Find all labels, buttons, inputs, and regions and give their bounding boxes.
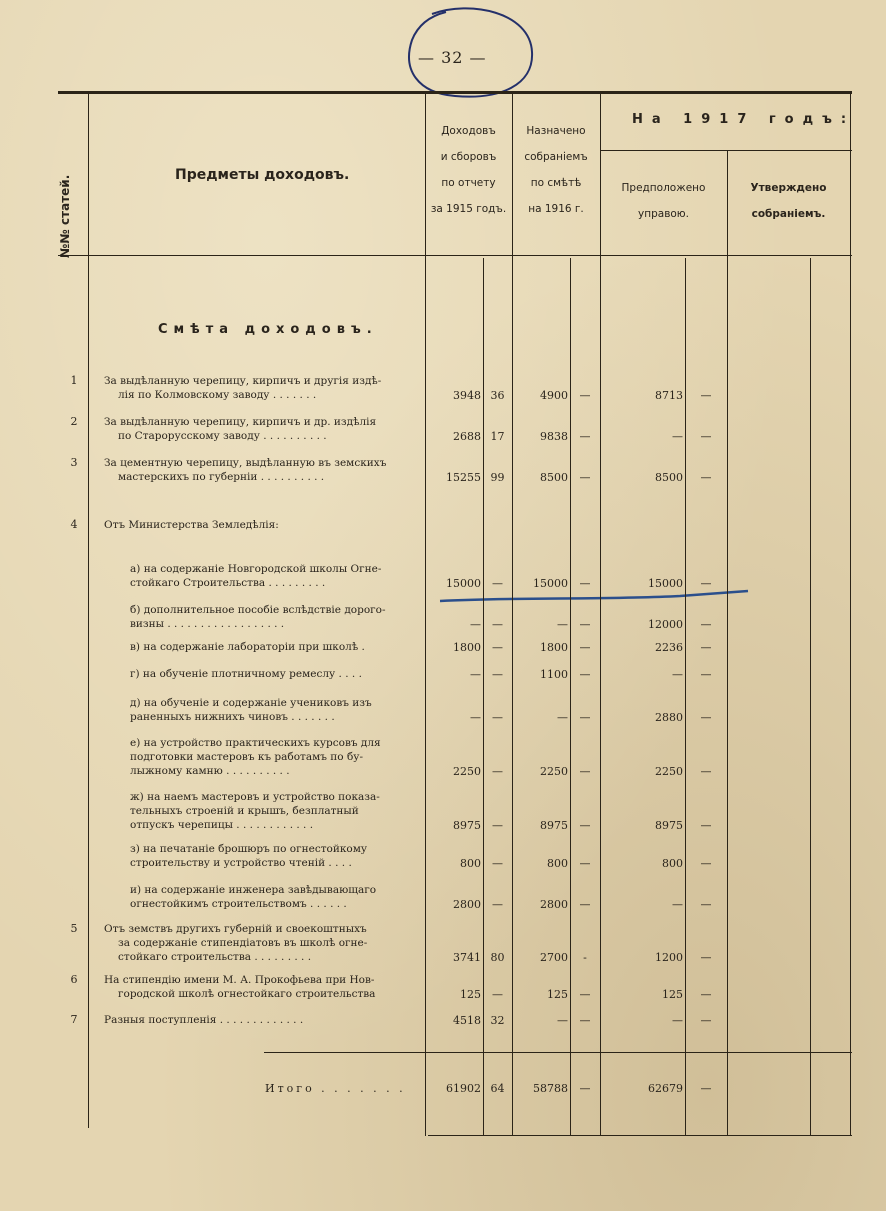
cell-k1915: 80 <box>490 951 505 964</box>
total-1916-kopecks: — <box>579 1082 591 1095</box>
cell-k1917: — <box>700 898 712 911</box>
cell-r1915: 2688 <box>453 430 481 443</box>
cell-k1916: — <box>579 471 591 484</box>
row-description-line: и) на содержаніе инженера завѣдывающаго <box>130 884 377 896</box>
cell-k1917: — <box>700 668 712 681</box>
cell-r1915: 1800 <box>453 641 481 654</box>
cell-r1916: 4900 <box>540 389 568 402</box>
row-description-line: стойкаго строительства . . . . . . . . . <box>118 951 312 963</box>
row-description-line: по Старорусскому заводу . . . . . . . . . . <box>118 430 327 442</box>
col-header-approved: Утверждено собраніемъ. <box>750 182 827 220</box>
cell-r1915: 8975 <box>453 819 481 832</box>
cell-k1915: — <box>492 618 503 631</box>
row-description <box>130 842 420 870</box>
cell-k1915: — <box>492 577 503 590</box>
cell-k1915: 32 <box>490 1014 505 1027</box>
cell-r1917: 2880 <box>655 711 683 724</box>
cell-k1916: — <box>579 988 591 1001</box>
total-1915-kopecks: 64 <box>490 1082 505 1095</box>
cell-r1916: — <box>557 618 568 631</box>
cell-r1916: 1800 <box>540 641 568 654</box>
cell-k1915: — <box>492 641 503 654</box>
col-header-proposed: Предположено управою. <box>621 182 706 220</box>
row-description-line: за содержаніе стипендіатовъ въ школѣ огне- <box>118 937 368 949</box>
row-description-line: г) на обученіе плотничному ремеслу . . . . <box>130 668 362 680</box>
cell-k1917: — <box>700 819 712 832</box>
cell-k1916: — <box>579 711 591 724</box>
row-description <box>130 640 420 654</box>
cell-r1916: 125 <box>547 988 568 1001</box>
row-description-line: За цементную черепицу, выдѣланную въ земскихъ <box>104 457 387 469</box>
cell-r1917: 8975 <box>655 819 683 832</box>
cell-k1916: — <box>579 898 591 911</box>
row-description <box>130 883 420 911</box>
row-description-line: огнестойкимъ строительствомъ . . . . . . <box>130 898 347 910</box>
cell-k1916: — <box>579 641 591 654</box>
cell-k1916: — <box>579 819 591 832</box>
cell-k1915: — <box>492 988 503 1001</box>
cell-r1916: 1100 <box>540 668 568 681</box>
row-description-line: раненныхъ нижнихъ чиновъ . . . . . . . <box>130 711 335 723</box>
cell-r1916: 9838 <box>540 430 568 443</box>
cell-k1916: — <box>579 618 591 631</box>
row-description <box>130 790 420 832</box>
row-description <box>130 667 420 681</box>
cell-r1915: 15255 <box>446 471 481 484</box>
row-description-line: строительству и устройство чтеній . . . . <box>130 857 352 869</box>
cell-k1917: — <box>700 577 712 590</box>
row-description <box>130 562 420 590</box>
cell-r1917: 1200 <box>655 951 683 964</box>
row-description-line: За выдѣланную черепицу, кирпичъ и другія издѣ- <box>104 375 382 387</box>
cell-k1917: — <box>700 389 712 402</box>
cell-r1915: — <box>470 618 481 631</box>
row-description-line: лыжному камню . . . . . . . . . . <box>130 765 290 777</box>
cell-r1915: 2800 <box>453 898 481 911</box>
row-description-line: Отъ земствъ другихъ губерній и своекоштныхъ <box>104 923 367 935</box>
cell-r1916: 8975 <box>540 819 568 832</box>
row-description-line: На стипендію имени М. А. Прокофьева при Нов- <box>104 974 375 986</box>
cell-k1915: 17 <box>490 430 505 443</box>
cell-k1917: — <box>700 641 712 654</box>
row-description <box>104 456 420 484</box>
cell-r1917: 8500 <box>655 471 683 484</box>
cell-r1916: 2250 <box>540 765 568 778</box>
cell-k1917: — <box>700 471 712 484</box>
cell-r1916: — <box>557 1014 568 1027</box>
row-number: 4 <box>70 518 78 531</box>
cell-k1916: — <box>579 857 591 870</box>
cell-r1915: — <box>470 668 481 681</box>
cell-r1916: 2700 <box>540 951 568 964</box>
row-description <box>104 374 420 402</box>
row-description <box>104 415 420 443</box>
row-description-line: подготовки мастеровъ къ работамъ по бу- <box>130 751 364 763</box>
row-description <box>104 518 420 532</box>
row-description-line: тельныхъ строеній и крышъ, безплатный <box>130 805 359 817</box>
cell-k1917: — <box>700 1014 712 1027</box>
cell-k1917: — <box>700 988 712 1001</box>
cell-k1917: — <box>700 951 712 964</box>
cell-k1915: — <box>492 765 503 778</box>
row-description-line: лія по Колмовскому заводу . . . . . . . <box>118 389 317 401</box>
cell-r1916: 800 <box>547 857 568 870</box>
col-header-1917-group: На 1917 годъ: <box>632 112 856 127</box>
cell-r1917: — <box>672 668 683 681</box>
cell-k1915: 99 <box>490 471 505 484</box>
cell-k1916: — <box>579 1014 591 1027</box>
row-number: 7 <box>70 1013 78 1026</box>
row-description <box>130 736 420 778</box>
row-number: 2 <box>70 415 78 428</box>
row-description-line: мастерскихъ по губерніи . . . . . . . . . . <box>118 471 325 483</box>
total-1917-rubles: 62679 <box>648 1082 683 1095</box>
col-header-subject: Предметы доходовъ. <box>175 167 350 183</box>
row-description <box>130 696 420 724</box>
row-description-line: Отъ Министерства Земледѣлія: <box>104 519 279 531</box>
row-description <box>104 922 420 964</box>
cell-r1917: 15000 <box>648 577 683 590</box>
cell-r1916: 8500 <box>540 471 568 484</box>
cell-k1916: — <box>579 765 591 778</box>
row-description-line: городской школѣ огнестойкаго строительства <box>118 988 376 1000</box>
row-description-line: За выдѣланную черепицу, кирпичъ и др. издѣлія <box>104 416 377 428</box>
row-number: 1 <box>70 374 78 387</box>
row-description <box>104 1013 420 1027</box>
cell-r1916: 15000 <box>533 577 568 590</box>
page-number: — 32 — <box>418 48 487 67</box>
cell-k1916: — <box>579 577 591 590</box>
cell-k1915: — <box>492 711 503 724</box>
total-1915-rubles: 61902 <box>446 1082 481 1095</box>
row-description-line: в) на содержаніе лабораторіи при школѣ . <box>130 641 365 653</box>
cell-r1916: 2800 <box>540 898 568 911</box>
cell-k1916: — <box>579 430 591 443</box>
row-description-line: отпускъ черепицы . . . . . . . . . . . . <box>130 819 314 831</box>
row-description-line: стойкаго Строительства . . . . . . . . . <box>130 577 326 589</box>
row-description-line: Разныя поступленія . . . . . . . . . . . . . <box>104 1014 304 1026</box>
total-1916-rubles: 58788 <box>533 1082 568 1095</box>
row-description-line: д) на обученіе и содержаніе учениковъ изъ <box>130 697 372 709</box>
cell-k1917: — <box>700 430 712 443</box>
cell-r1917: 12000 <box>648 618 683 631</box>
row-description-line: визны . . . . . . . . . . . . . . . . . . <box>130 618 285 630</box>
cell-k1916: — <box>579 668 591 681</box>
cell-r1917: 2250 <box>655 765 683 778</box>
blue-underline-mark <box>440 591 748 601</box>
cell-k1917: — <box>700 765 712 778</box>
row-description-line: б) дополнительное пособіе вслѣдствіе дорого- <box>130 604 386 616</box>
cell-k1917: — <box>700 857 712 870</box>
cell-r1917: 8713 <box>655 389 683 402</box>
total-1917-kopecks: — <box>700 1082 712 1095</box>
col-header-1916: Назначено собраніемъ по смѣтѣ на 1916 г. <box>524 125 588 215</box>
row-number: 6 <box>70 973 78 986</box>
cell-r1915: 800 <box>460 857 481 870</box>
cell-r1917: 125 <box>662 988 683 1001</box>
row-description <box>104 973 420 1001</box>
cell-r1917: — <box>672 1014 683 1027</box>
row-description-line: е) на устройство практическихъ курсовъ для <box>130 737 381 749</box>
col-header-number: №№ статей. <box>58 174 72 258</box>
cell-k1917: — <box>700 711 712 724</box>
cell-k1916: - <box>583 951 587 964</box>
cell-r1917: 800 <box>662 857 683 870</box>
cell-k1917: — <box>700 618 712 631</box>
cell-k1915: — <box>492 668 503 681</box>
cell-k1915: — <box>492 898 503 911</box>
total-label: Итого . . . . . . . <box>265 1082 406 1095</box>
col-header-1915: Доходовъ и сборовъ по отчету за 1915 годъ. <box>430 125 507 215</box>
cell-k1915: — <box>492 857 503 870</box>
row-description-line: ж) на наемъ мастеровъ и устройство показа- <box>130 791 380 803</box>
section-title: Смѣта доходовъ. <box>158 322 378 337</box>
cell-k1916: — <box>579 389 591 402</box>
row-number: 3 <box>70 456 78 469</box>
cell-r1915: 3741 <box>453 951 481 964</box>
cell-r1915: 125 <box>460 988 481 1001</box>
row-description-line: а) на содержаніе Новгородской школы Огне- <box>130 563 382 575</box>
cell-k1915: 36 <box>490 389 505 402</box>
row-number: 5 <box>70 922 78 935</box>
cell-r1917: — <box>672 430 683 443</box>
row-description-line: з) на печатаніе брошюръ по огнестойкому <box>130 843 368 855</box>
cell-r1917: — <box>672 898 683 911</box>
cell-r1917: 2236 <box>655 641 683 654</box>
cell-r1915: 3948 <box>453 389 481 402</box>
cell-r1915: 4518 <box>453 1014 481 1027</box>
row-description <box>130 603 420 631</box>
cell-r1915: 15000 <box>446 577 481 590</box>
cell-r1915: 2250 <box>453 765 481 778</box>
cell-r1915: — <box>470 711 481 724</box>
cell-k1915: — <box>492 819 503 832</box>
cell-r1916: — <box>557 711 568 724</box>
